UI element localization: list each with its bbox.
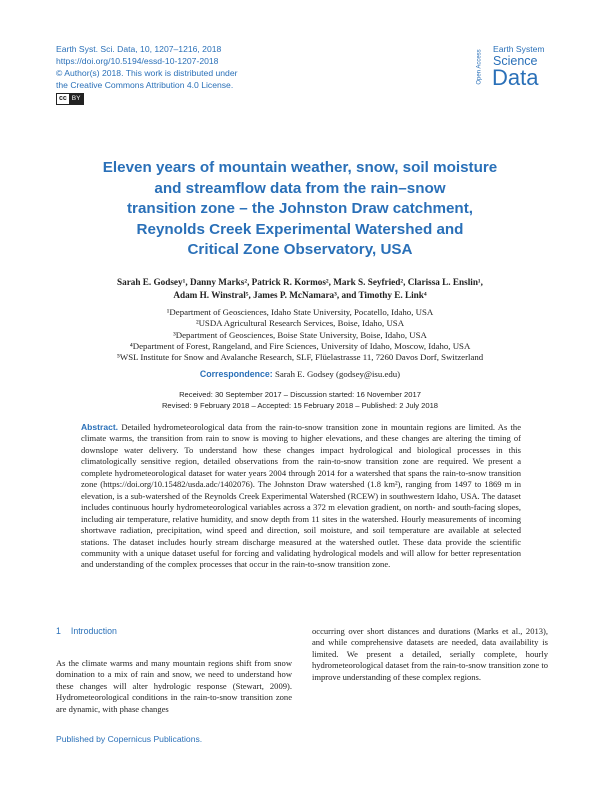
dates-line: Revised: 9 February 2018 – Accepted: 15 February 2018 – Published: 2 July 2018 bbox=[161, 400, 439, 410]
dates-line: Received: 30 September 2017 – Discussion started: 16 November 2017 bbox=[179, 390, 421, 399]
correspondence bbox=[60, 369, 540, 379]
intro-text-right-column: occurring over short distances and durations (Marks et al., 2013), and while comprehensive datasets are needed, data availability is limited. We present a detailed, serially complete, hourly hydrometeorological dataset from the rain-to-snow transition zone to improve understanding of these complex regions. bbox=[312, 626, 548, 682]
cc-badge-text: cc bbox=[59, 95, 67, 102]
publication-dates bbox=[60, 390, 540, 412]
title-line: Reynolds Creek Experimental Watershed and bbox=[136, 220, 464, 238]
abstract-label: Abstract. bbox=[81, 422, 119, 432]
open-access-label: Open Access bbox=[476, 49, 483, 85]
citation: Earth Syst. Sci. Data, 10, 1207–1216, 2018 bbox=[56, 44, 222, 54]
title-line: Critical Zone Observatory, USA bbox=[187, 241, 413, 258]
abstract-text: Detailed hydrometeorological data from the rain-to-snow transition zone in mountain regions are limited. As the climate warms, the transition from rain to snow is moving to higher elevations, and these changes are altering the timing of downslope water delivery. To understand how these changes impact hydrological and biological processes in this climatologically sensitive region, detailed observations from the rain-to-snow transition zone are required. We present a complete hydrometeorological dataset for water years 2004 through 2014 for a watershed that spans the rain-to-snow transition zone (https://doi.org/10.15482/usda.adc/1402076). The Johnston Draw watershed (1.8 km²), ranging from 1497 to 1869 m in elevation, is a sub-watershed of the Reynolds Creek Experimental Watershed (RCEW) in southwestern Idaho, USA. The dataset includes continuous hourly hydrometeorological variables across a 372 m elevation gradient, on north- and south-facing slopes, including air temperature, relative humidity, and snow depth from 11 sites in the watershed. Hourly measurements of incoming shortwave radiation, precipitation, wind speed and direction, soil moisture, and soil temperature are available at selected stations. The dataset includes hourly stream discharge measured at the watershed outlet. These data provide the scientific community with a unique dataset useful for forcing and validating hydrological models and will allow for better representation and understanding of the complex processes that occur in the rain-to-snow transition zone. bbox=[81, 422, 521, 570]
intro-text-left-column: As the climate warms and many mountain regions shift from snow domination to a mix of rain and snow, we need to understand how these changes will alter hydrologic response (Stewart, 2009). Hydrometeorological conditions in the rain-to-snow transition zone are dynamic, with phase changes bbox=[56, 658, 292, 714]
correspondence-label: Correspondence: bbox=[199, 369, 273, 379]
section-heading bbox=[56, 626, 117, 636]
affiliation: ⁵WSL Institute for Snow and Avalanche Research, SLF, Flüelastrasse 11, 7260 Davos Dorf, Switzerland bbox=[116, 352, 484, 363]
affiliation: ³Department of Geosciences, Boise State University, Boise, Idaho, USA bbox=[173, 329, 427, 340]
journal-header-info bbox=[56, 43, 237, 105]
title-line: and streamflow data from the rain–snow bbox=[154, 179, 446, 197]
publisher-footer: Published by Copernicus Publications. bbox=[56, 734, 203, 744]
journal-logo-line-2: Science bbox=[493, 54, 538, 68]
paper-title bbox=[60, 158, 540, 261]
affiliation: ¹Department of Geosciences, Idaho State University, Pocatello, Idaho, USA bbox=[166, 307, 434, 317]
by-badge-text: BY bbox=[71, 95, 81, 102]
affiliation: ²USDA Agricultural Research Services, Boise, Idaho, USA bbox=[195, 318, 405, 329]
affiliations bbox=[60, 307, 540, 363]
journal-logo-line-1: Earth System bbox=[493, 44, 545, 54]
journal-logo bbox=[476, 44, 560, 94]
title-line: Eleven years of mountain weather, snow, soil moisture bbox=[102, 159, 498, 176]
author-list bbox=[60, 276, 540, 302]
author-line: Adam H. Winstral⁵, James P. McNamara³, and Timothy E. Link⁴ bbox=[173, 290, 427, 300]
copyright-notice: © Author(s) 2018. This work is distributed under bbox=[56, 68, 238, 78]
abstract bbox=[81, 422, 521, 571]
journal-logo-line-3: Data bbox=[492, 65, 539, 90]
license-link[interactable]: the Creative Commons Attribution 4.0 License. bbox=[56, 80, 234, 90]
title-line: transition zone – the Johnston Draw catchment, bbox=[127, 200, 473, 217]
section-title: Introduction bbox=[70, 626, 117, 636]
author-line: Sarah E. Godsey¹, Danny Marks², Patrick R. Kormos², Mark S. Seyfried², Clarissa L. Enslin¹, bbox=[117, 277, 483, 287]
section-number: 1 bbox=[56, 626, 61, 636]
doi-link[interactable]: https://doi.org/10.5194/essd-10-1207-2018 bbox=[56, 56, 219, 66]
cc-by-license-icon[interactable] bbox=[56, 93, 84, 105]
correspondence-text[interactable]: Sarah E. Godsey (godsey@isu.edu) bbox=[272, 369, 401, 379]
affiliation: ⁴Department of Forest, Rangeland, and Fire Sciences, University of Idaho, Moscow, Idaho, USA bbox=[129, 340, 471, 351]
